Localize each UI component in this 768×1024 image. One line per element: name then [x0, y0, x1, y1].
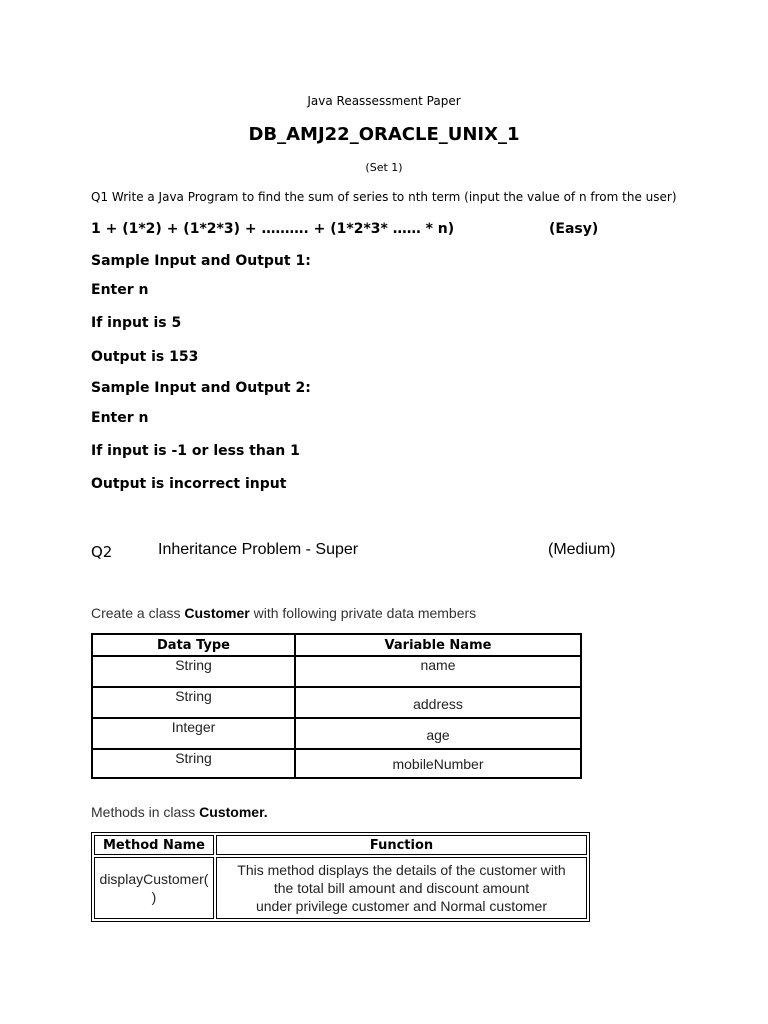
method-name-cell — [94, 857, 214, 919]
q1-question: Q1 Write a Java Program to find the sum of series to nth term (input the value of n from the user) — [91, 190, 677, 204]
table-header-row — [92, 634, 581, 656]
sample2-heading: Sample Input and Output 2: — [91, 380, 311, 396]
method-name-line: ) — [151, 889, 157, 905]
table-row — [92, 749, 581, 778]
methods-table — [91, 832, 590, 922]
paper-code: DB_AMJ22_ORACLE_UNIX_1 — [248, 124, 520, 145]
method-name-line: displayCustomer( — [99, 871, 209, 887]
data-members-table — [91, 633, 582, 779]
column-header: Function — [216, 835, 587, 855]
q1-series: 1 + (1*2) + (1*2*3) + ………. + (1*2*3* …… * n) — [91, 221, 455, 237]
table-row — [92, 718, 581, 749]
function-line: the total bill amount and discount amount — [273, 880, 530, 896]
data-type-cell: Integer — [92, 718, 295, 749]
sample2-enter: Enter n — [91, 410, 149, 426]
column-header: Variable Name — [295, 634, 581, 656]
q2-difficulty: (Medium) — [548, 541, 616, 558]
variable-name-cell: mobileNumber — [295, 749, 581, 778]
sample2-input: If input is -1 or less than 1 — [91, 443, 300, 459]
data-type-cell: String — [92, 656, 295, 687]
function-line: This method displays the details of the customer with — [237, 862, 566, 878]
data-type-cell: String — [92, 687, 295, 718]
variable-name-cell: age — [295, 718, 581, 749]
sample1-heading: Sample Input and Output 1: — [91, 253, 311, 269]
table-header-row — [94, 835, 587, 855]
data-type-cell: String — [92, 749, 295, 778]
table-row — [94, 857, 587, 919]
sample1-enter: Enter n — [91, 282, 149, 298]
function-cell — [216, 857, 587, 919]
sample1-output: Output is 153 — [91, 349, 199, 365]
sample1-input: If input is 5 — [91, 315, 182, 331]
column-header: Data Type — [92, 634, 295, 656]
q2-number: Q2 — [91, 543, 113, 561]
class-name: Customer. — [199, 804, 268, 820]
variable-name-cell: name — [295, 656, 581, 687]
table-row — [92, 656, 581, 687]
q2-title: Inheritance Problem - Super — [158, 541, 359, 558]
sample2-output: Output is incorrect input — [91, 476, 287, 492]
q1-difficulty: (Easy) — [549, 221, 599, 237]
document-title: Java Reassessment Paper — [307, 94, 461, 108]
variable-name-cell: address — [295, 687, 581, 718]
set-label: (Set 1) — [365, 161, 403, 174]
function-line: under privilege customer and Normal customer — [255, 898, 547, 914]
class-name: Customer — [184, 605, 250, 621]
column-header: Method Name — [94, 835, 214, 855]
table-row — [92, 687, 581, 718]
members-intro: Create a class Customer with following private data members — [91, 605, 477, 621]
methods-intro: Methods in class Customer. — [91, 804, 268, 820]
